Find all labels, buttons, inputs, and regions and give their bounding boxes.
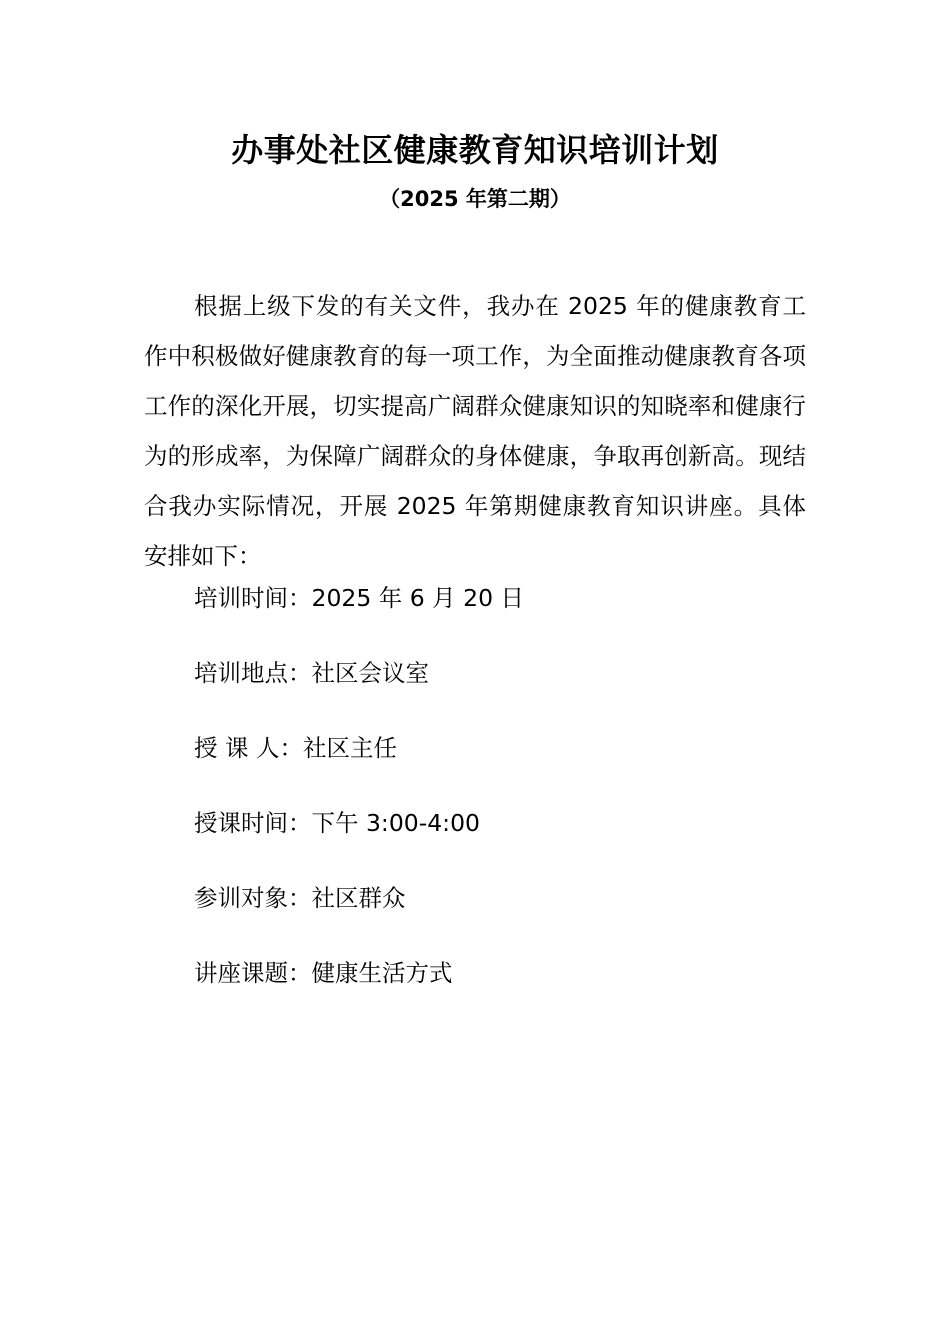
item-label: 培训时间： — [194, 584, 312, 612]
schedule-item-training-location — [194, 655, 429, 691]
item-label: 讲座课题： — [194, 959, 312, 987]
document-title: 办事处社区健康教育知识培训计划 — [231, 131, 719, 169]
item-label: 授课时间： — [194, 809, 312, 837]
schedule-item-audience — [194, 880, 406, 916]
item-value: 社区会议室 — [311, 659, 429, 687]
item-value: 社区主任 — [302, 734, 397, 762]
item-value: 健康生活方式 — [311, 959, 453, 987]
schedule-item-lecture-time — [194, 805, 480, 841]
item-value: 社区群众 — [311, 884, 406, 912]
item-label: 培训地点： — [194, 659, 312, 687]
document-subtitle: （2025 年第二期） — [379, 187, 571, 211]
item-value: 下午 3:00-4:00 — [311, 809, 480, 837]
item-value: 2025 年 6 月 20 日 — [311, 584, 525, 612]
item-label: 授 课 人： — [194, 734, 303, 762]
body-paragraph: 根据上级下发的有关文件，我办在 2025 年的健康教育工作中积极做好健康教育的每一项工作，为全面推动健康教育各项工作的深化开展，切实提高广阔群众健康知识的知晓率和健康行为的形成率，为保障广阔群众的身体健康，争取再创新高。现结合我办实际情况，开展 2025 年第期健康教育知识讲座。具体安排如下： — [144, 292, 806, 570]
schedule-item-lecturer — [194, 730, 397, 766]
schedule-item-lecture-topic — [194, 955, 453, 991]
schedule-item-training-time — [194, 580, 524, 616]
item-label: 参训对象： — [194, 884, 312, 912]
